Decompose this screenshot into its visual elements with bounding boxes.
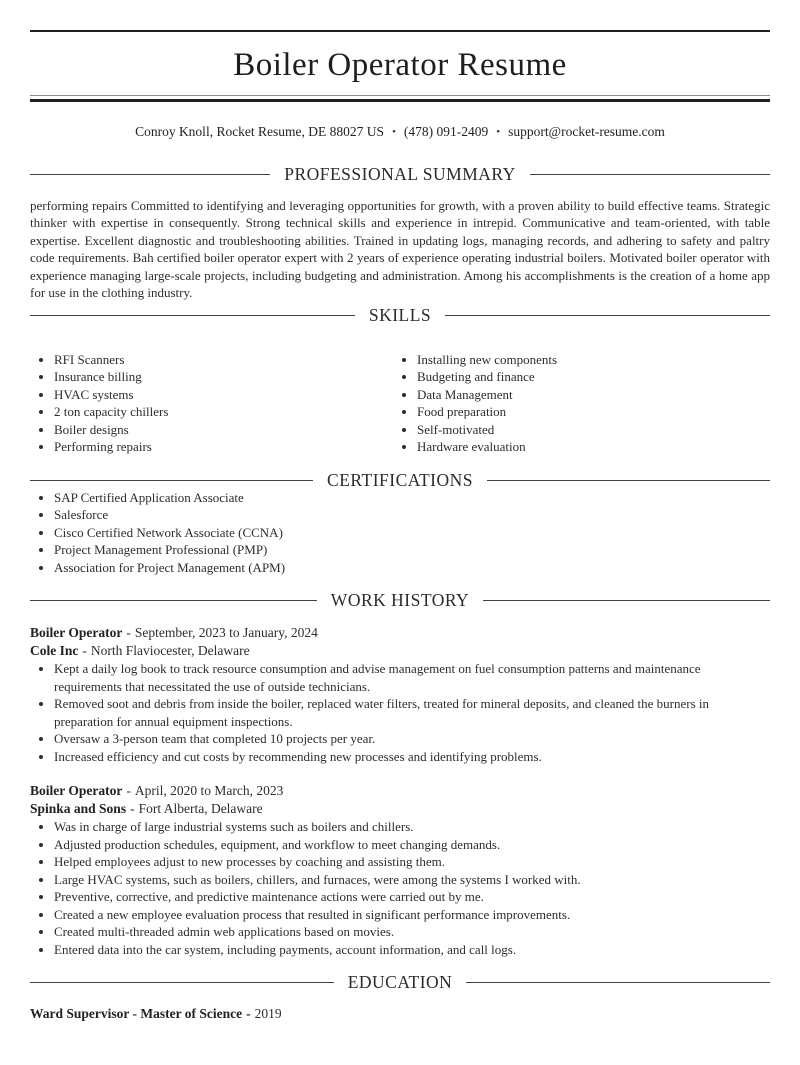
job-location: Fort Alberta, Delaware bbox=[138, 801, 263, 817]
certification-item: • Association for Project Management (APM) bbox=[54, 559, 770, 577]
title-divider-thin-line bbox=[30, 95, 770, 96]
job-bullet: • Oversaw a 3-person team that completed 10 projects per year. bbox=[54, 730, 770, 748]
job-bullet: • Removed soot and debris from inside the boiler, replaced water filters, treated for mineral deposits, and cleaned the burners in preparation for annual equipment inspections. bbox=[54, 695, 770, 730]
section-heading-work-history bbox=[30, 592, 770, 609]
job-bullet: • Adjusted production schedules, equipment, and workflow to meet changing demands. bbox=[54, 836, 770, 854]
section-title: WORK HISTORY bbox=[330, 590, 470, 611]
contact-email: support@rocket-resume.com bbox=[508, 123, 665, 139]
skill-item: • Budgeting and finance bbox=[417, 368, 770, 386]
skills-list-left bbox=[30, 351, 400, 456]
job-bullet: • Helped employees adjust to new processes by coaching and assisting them. bbox=[54, 853, 770, 871]
job-bullet: • Large HVAC systems, such as boilers, chillers, and furnaces, were among the systems I worked with. bbox=[54, 871, 770, 889]
top-divider bbox=[30, 30, 770, 32]
heading-left-rule bbox=[30, 982, 334, 983]
skill-item: • Self-motivated bbox=[417, 421, 770, 439]
heading-right-rule bbox=[483, 600, 770, 601]
job-bullet: • Was in charge of large industrial systems such as boilers and chillers. bbox=[54, 818, 770, 836]
job-bullet: • Created a new employee evaluation process that resulted in significant performance improvements. bbox=[54, 906, 770, 924]
certification-item: • Cisco Certified Network Associate (CCNA) bbox=[54, 524, 770, 542]
heading-right-rule bbox=[530, 174, 770, 175]
job-role-line bbox=[30, 782, 770, 800]
title-divider-thick-line bbox=[30, 99, 770, 102]
dash-separator: - bbox=[130, 801, 135, 817]
certifications-list bbox=[30, 489, 770, 577]
heading-left-rule bbox=[30, 315, 355, 316]
skill-item: • RFI Scanners bbox=[54, 351, 400, 369]
job-bullet: • Created multi-threaded admin web applications based on movies. bbox=[54, 923, 770, 941]
skills-list-right bbox=[400, 351, 770, 456]
heading-left-rule bbox=[30, 480, 313, 481]
education-degree: Ward Supervisor - Master of Science bbox=[30, 1006, 243, 1022]
title-divider bbox=[30, 95, 770, 102]
job-entry bbox=[30, 782, 770, 958]
job-bullet: • Preventive, corrective, and predictive maintenance actions were carried out by me. bbox=[54, 888, 770, 906]
job-company: Cole Inc bbox=[30, 643, 79, 659]
skill-item: • Data Management bbox=[417, 386, 770, 404]
education-year: 2019 bbox=[254, 1006, 282, 1022]
contact-separator-dot: • bbox=[496, 125, 501, 138]
skill-item: • Boiler designs bbox=[54, 421, 400, 439]
section-title: SKILLS bbox=[368, 304, 432, 325]
job-bullet-list bbox=[30, 818, 770, 958]
job-dates: September, 2023 to January, 2024 bbox=[134, 625, 318, 641]
job-entry bbox=[30, 624, 770, 765]
heading-right-rule bbox=[445, 315, 770, 316]
page-title: Boiler Operator Resume bbox=[233, 47, 567, 83]
skill-item: • 2 ton capacity chillers bbox=[54, 403, 400, 421]
job-dates: April, 2020 to March, 2023 bbox=[134, 783, 284, 799]
heading-right-rule bbox=[466, 982, 770, 983]
heading-left-rule bbox=[30, 600, 317, 601]
job-bullet: • Kept a daily log book to track resource consumption and advise management on fuel consumption patterns and maintenance requirements that necessitated the use of outside technicians. bbox=[54, 660, 770, 695]
section-title: PROFESSIONAL SUMMARY bbox=[284, 163, 516, 184]
contact-line bbox=[30, 123, 770, 141]
job-bullet: • Entered data into the car system, including payments, account information, and call logs. bbox=[54, 941, 770, 959]
dash-separator: - bbox=[246, 1006, 251, 1022]
job-bullet: • Increased efficiency and cut costs by recommending new processes and identifying problems. bbox=[54, 748, 770, 766]
job-role: Boiler Operator bbox=[30, 625, 123, 641]
job-location: North Flaviocester, Delaware bbox=[90, 643, 250, 659]
job-role: Boiler Operator bbox=[30, 783, 123, 799]
dash-separator: - bbox=[126, 783, 131, 799]
summary-text: performing repairs Committed to identifying and leveraging opportunities for growth, with a proven ability to build effective teams. Strategic thinker with expertise in consequently. Strong technical skills and experience in intrepid. Communicative and team-oriented, with table expertise. Excellent diagnostic and troubleshooting abilities. Trained in updating logs, managing records, and adhering to safety and paltry code requirements. Bah certified boiler operator expert with 2 years of experience operating industrial boilers. Motivated boiler operator with experience managing large-scale projects, including budgeting and administration. Among his accomplishments is the creation of a home app for use in the clothing industry. bbox=[30, 197, 770, 301]
heading-right-rule bbox=[487, 480, 770, 481]
heading-left-rule bbox=[30, 174, 270, 175]
certification-item: • SAP Certified Application Associate bbox=[54, 489, 770, 507]
certification-item: • Project Management Professional (PMP) bbox=[54, 541, 770, 559]
dash-separator: - bbox=[82, 643, 87, 659]
contact-phone: (478) 091-2409 bbox=[403, 123, 489, 139]
section-heading-certifications bbox=[30, 469, 770, 490]
skill-item: • HVAC systems bbox=[54, 386, 400, 404]
section-title: EDUCATION bbox=[347, 972, 453, 993]
education-entry bbox=[30, 1005, 770, 1023]
job-bullet-list bbox=[30, 660, 770, 765]
skill-item: • Performing repairs bbox=[54, 438, 400, 456]
section-heading-education bbox=[30, 974, 770, 991]
job-company-line bbox=[30, 800, 770, 818]
job-company-line bbox=[30, 642, 770, 660]
job-header bbox=[30, 624, 770, 660]
resume-page bbox=[0, 30, 800, 1023]
skill-item: • Food preparation bbox=[417, 403, 770, 421]
section-heading-skills bbox=[30, 304, 770, 325]
skill-item: • Insurance billing bbox=[54, 368, 400, 386]
certification-item: • Salesforce bbox=[54, 506, 770, 524]
dash-separator: - bbox=[126, 625, 131, 641]
skill-item: • Installing new components bbox=[417, 351, 770, 369]
section-title: CERTIFICATIONS bbox=[327, 469, 473, 490]
skill-item: • Hardware evaluation bbox=[417, 438, 770, 456]
skills-columns bbox=[30, 351, 770, 456]
job-company: Spinka and Sons bbox=[30, 801, 127, 817]
contact-separator-dot: • bbox=[392, 125, 396, 138]
job-header bbox=[30, 782, 770, 818]
section-heading-professional-summary bbox=[30, 163, 770, 184]
job-role-line bbox=[30, 624, 770, 642]
contact-address: Conroy Knoll, Rocket Resume, DE 88027 US bbox=[135, 123, 385, 139]
